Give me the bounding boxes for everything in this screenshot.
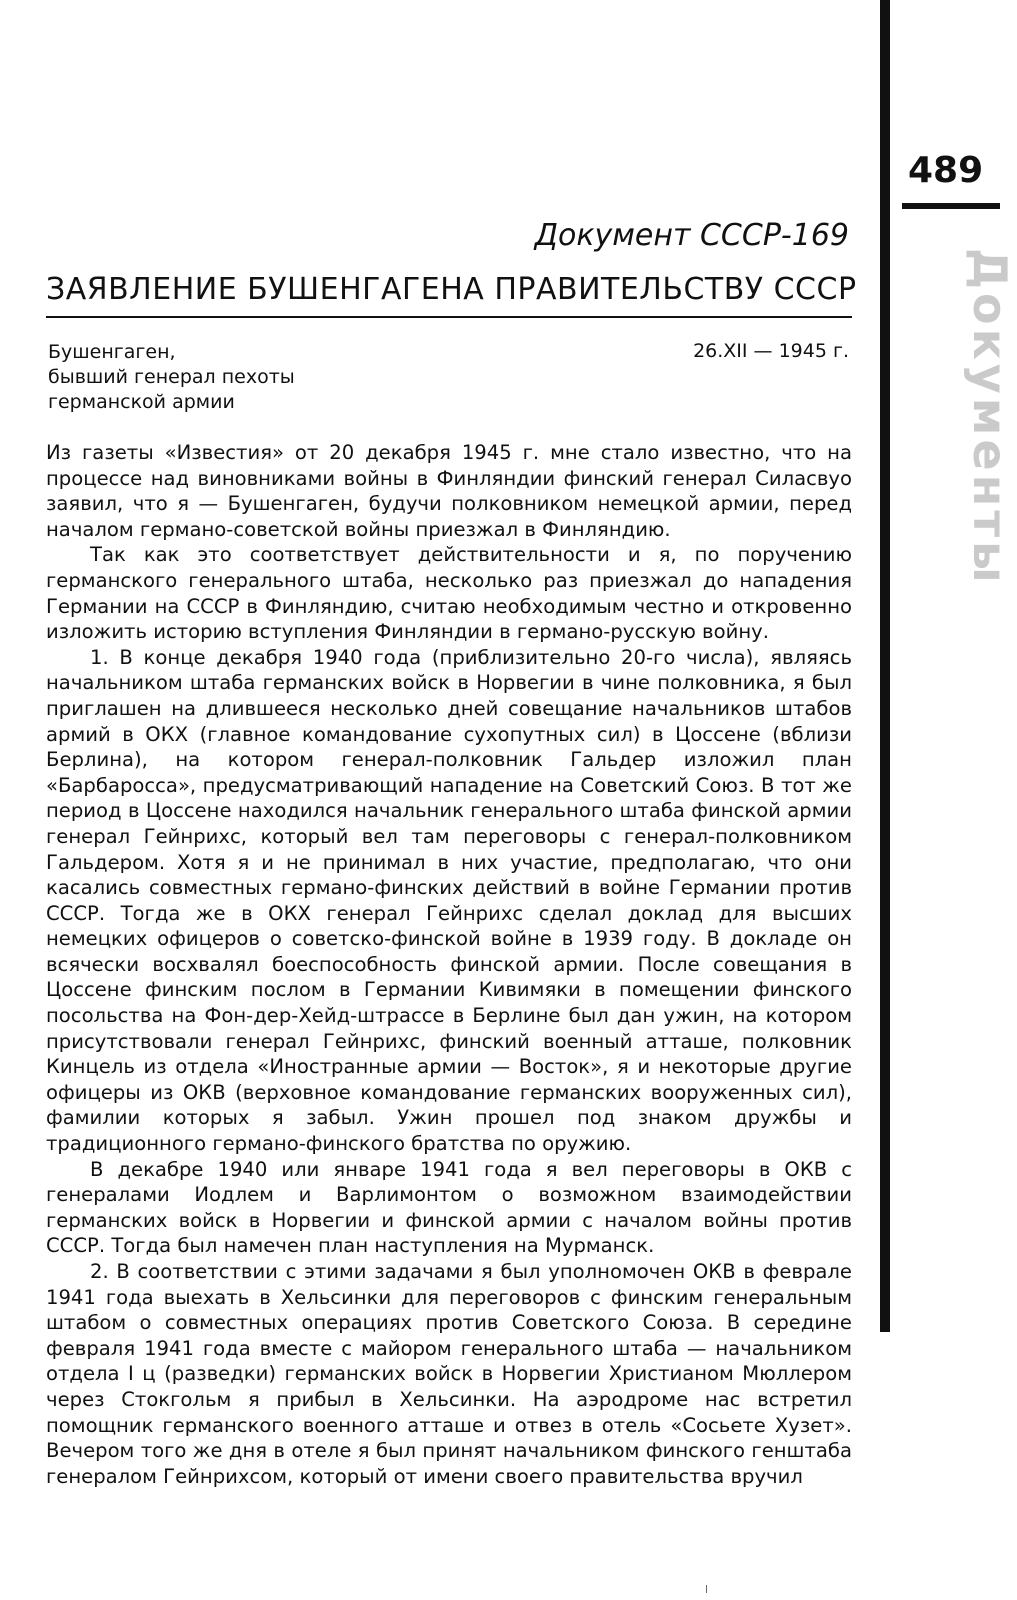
side-section-label: Документы [963, 248, 1017, 587]
paragraph: 2. В соответствии с этими задачами я был уполномочен ОКВ в феврале 1941 года выехать в Хельсинки для переговоров с финским генеральным штабом о совместных операциях против Советского Союза. В середине февраля 1941 года вместе с майором генерального штаба — начальником отдела I ц (разведки) германских войск в Норвегии Христианом Мюллером через Стокгольм я прибыл в Хельсинки. На аэродроме нас встретил помощник германского военного атташе и отвез в отель «Сосьете Хузет». Вечером того же дня в отеле я был принят начальником финского генштаба генералом Гейнрихсом, который от имени своего правительства вручил [46, 1260, 852, 1488]
page-number: 489 [908, 150, 984, 191]
document-title: ЗАЯВЛЕНИЕ БУШЕНГАГЕНА ПРАВИТЕЛЬСТВУ СССР [46, 272, 857, 307]
body-text [46, 440, 852, 1489]
author-line: бывший генерал пехоты [48, 366, 295, 388]
margin-rule [880, 0, 890, 1332]
author-line: германской армии [48, 391, 235, 413]
document-id: Документ СССР-169 [534, 218, 849, 253]
paragraph: 1. В конце декабря 1940 года (приблизительно 20-го числа), являясь начальником штаба германских войск в Норвегии в чине полковника, я был приглашен на длившееся несколько дней совещание начальников штабов армий в ОКХ (главное командование сухопутных сил) в Цоссене (вблизи Берлина), на котором генерал-полковник Гальдер изложил план «Барбаросса», предусматривающий нападение на Советский Союз. В тот же период в Цоссене находился начальник генерального штаба финской армии генерал Гейнрихс, который вел там переговоры с генерал-полковником Гальдером. Хотя я и не принимал в них участие, предполагаю, что они касались совместных германо-финских действий в войне Германии против СССР. Тогда же в ОКХ генерал Гейнрихс сделал доклад для высших немецких офицеров о советско-финской войне в 1939 году. В докладе он всячески восхвалял боеспособность финской армии. После совещания в Цоссене финским послом в Германии Кивимяки в помещении финского посольства на Фон-дер-Хейд-штрассе в Берлине был дан ужин, на котором присутствовали генерал Гейнрихс, финский военный атташе, полковник Кинцель из отдела «Иностранные армии — Восток», я и некоторые другие офицеры из ОКВ (верховное командование германских вооруженных сил), фамилии которых я забыл. Ужин прошел под знаком дружбы и традиционного германо-финского братства по оружию. [46, 645, 852, 1156]
paragraph: Так как это соответствует действительности и я, по поручению германского генерального штаба, несколько раз приезжал до нападения Германии на СССР в Финляндию, считаю необходимым честно и откровенно изложить историю вступления Финляндии в германо-русскую войну. [46, 543, 852, 644]
author-block [48, 340, 295, 415]
title-divider [46, 316, 852, 318]
scan-artifact [706, 1585, 707, 1593]
paragraph: В декабре 1940 или январе 1941 года я вел переговоры в ОКВ с генералами Иодлем и Варлимонтом о возможном взаимодействии германских войск в Норвегии и финской армии с началом войны против СССР. Тогда был намечен план наступления на Мурманск. [46, 1157, 852, 1258]
page-number-rule [902, 203, 1000, 209]
document-date: 26.XII — 1945 г. [693, 340, 849, 362]
paragraph: Из газеты «Известия» от 20 декабря 1945 г. мне стало известно, что на процессе над виновниками войны в Финляндии финский генерал Силасвуо заявил, что я — Бушенгаген, будучи полковником немецкой армии, перед началом германо-советской войны приезжал в Финляндию. [46, 441, 852, 541]
author-line: Бушенгаген, [48, 341, 176, 363]
